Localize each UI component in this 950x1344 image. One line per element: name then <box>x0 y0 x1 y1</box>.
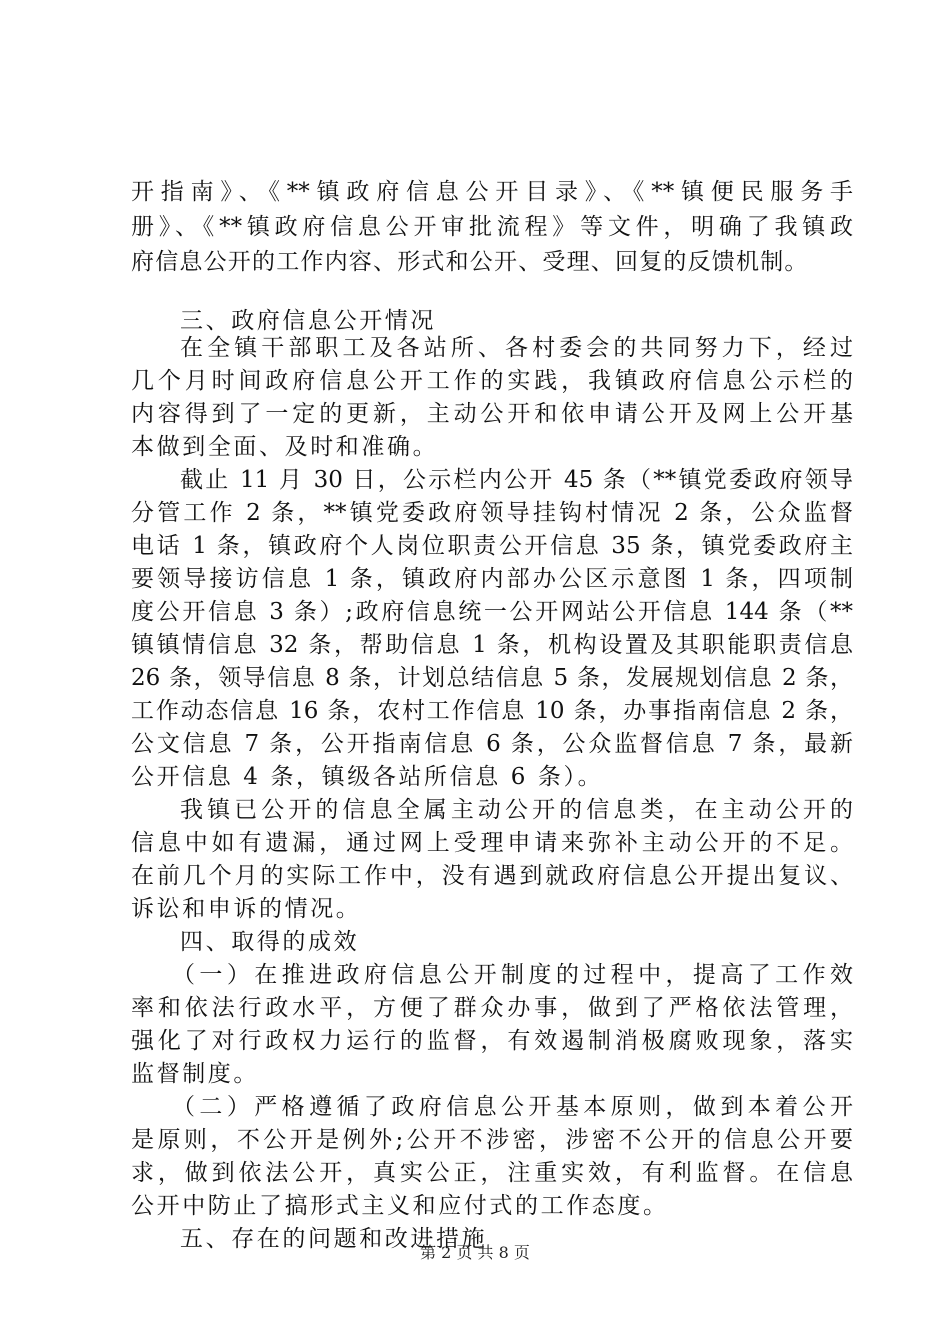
body-text-line: 本做到全面、及时和准确。 <box>131 434 439 460</box>
section-heading: 三、政府信息公开情况 <box>180 308 436 334</box>
body-text-line: 26 条，领导信息 8 条，计划总结信息 5 条，发展规划信息 2 条， <box>131 665 853 691</box>
body-text-line: 几个月时间政府信息公开工作的实践，我镇政府信息公示栏的 <box>131 368 853 394</box>
body-text-line: 求，做到依法公开，真实公正，注重实效，有利监督。在信息 <box>131 1160 853 1186</box>
body-text-line: 信息中如有遗漏，通过网上受理申请来弥补主动公开的不足。 <box>131 830 853 856</box>
body-text-line: 度公开信息 3 条）;政府信息统一公开网站公开信息 144 条（** <box>131 599 853 625</box>
body-text-line: 要领导接访信息 1 条，镇政府内部办公区示意图 1 条，四项制 <box>131 566 853 592</box>
body-text-line: 镇镇情信息 32 条，帮助信息 1 条，机构设置及其职能职责信息 <box>131 632 853 658</box>
body-text-line: 强化了对行政权力运行的监督，有效遏制消极腐败现象，落实 <box>131 1028 853 1054</box>
body-text-line: 诉讼和申诉的情况。 <box>131 896 362 922</box>
body-text-line: 开指南》、《**镇政府信息公开目录》、《**镇便民服务手 <box>131 179 853 205</box>
body-text-line: 公开中防止了搞形式主义和应付式的工作态度。 <box>131 1193 669 1219</box>
body-text-line: 截止 11 月 30 日，公示栏内公开 45 条（**镇党委政府领导 <box>180 467 853 493</box>
body-text-line: 率和依法行政水平，方便了群众办事，做到了严格依法管理， <box>131 995 853 1021</box>
body-text-line: （一）在推进政府信息公开制度的过程中，提高了工作效 <box>172 962 853 988</box>
section-heading: 五、存在的问题和改进措施 <box>180 1226 488 1252</box>
body-text-line: （二）严格遵循了政府信息公开基本原则，做到本着公开 <box>172 1094 853 1120</box>
body-text-line: 我镇已公开的信息全属主动公开的信息类，在主动公开的 <box>180 797 853 823</box>
body-text-line: 府信息公开的工作内容、形式和公开、受理、回复的反馈机制。 <box>131 249 809 275</box>
body-text-line: 在前几个月的实际工作中，没有遇到就政府信息公开提出复议、 <box>131 863 853 889</box>
section-heading: 四、取得的成效 <box>180 929 360 955</box>
body-text-line: 监督制度。 <box>131 1061 259 1087</box>
body-text-line: 公文信息 7 条，公开指南信息 6 条，公众监督信息 7 条，最新 <box>131 731 853 757</box>
body-text-line: 内容得到了一定的更新，主动公开和依申请公开及网上公开基 <box>131 401 853 427</box>
body-text-line: 公开信息 4 条，镇级各站所信息 6 条）。 <box>131 764 604 790</box>
body-text-line: 工作动态信息 16 条，农村工作信息 10 条，办事指南信息 2 条， <box>131 698 853 724</box>
body-text-line: 在全镇干部职工及各站所、各村委会的共同努力下，经过 <box>180 335 853 361</box>
body-text-line: 分管工作 2 条，**镇党委政府领导挂钩村情况 2 条，公众监督 <box>131 500 853 526</box>
body-text-line: 是原则，不公开是例外;公开不涉密，涉密不公开的信息公开要 <box>131 1127 853 1153</box>
body-text-line: 电话 1 条，镇政府个人岗位职责公开信息 35 条，镇党委政府主 <box>131 533 853 559</box>
body-text-line: 册》、《**镇政府信息公开审批流程》等文件，明确了我镇政 <box>131 214 853 240</box>
page-number-footer: 第 2 页 共 8 页 <box>420 1243 530 1262</box>
